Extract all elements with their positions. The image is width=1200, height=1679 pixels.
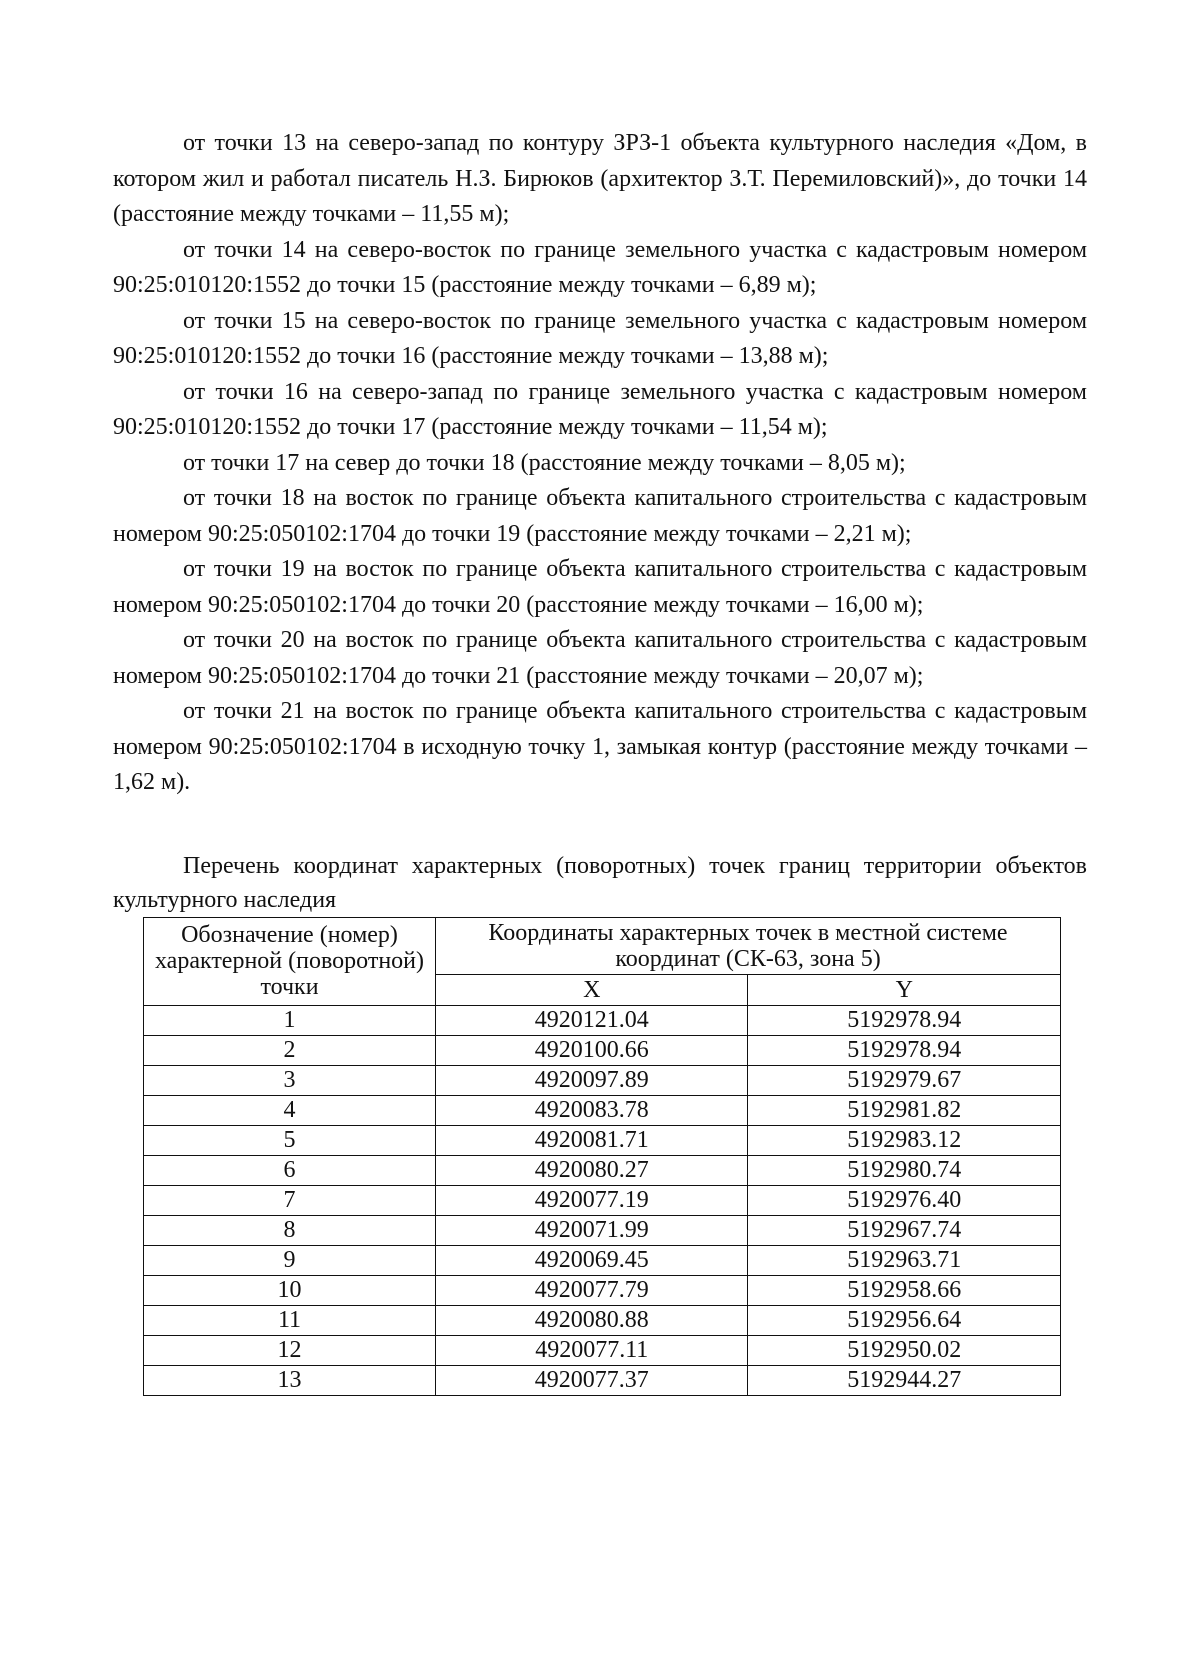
point-number: 6 — [144, 1155, 436, 1185]
paragraph-4: от точки 16 на северо-запад по границе земельного участка с кадастровым номером 90:25:010120:1552 до точки 17 (расстояние между точками – 11,54 м); — [113, 378, 1087, 440]
paragraph-8: от точки 20 на восток по границе объекта капитального строительства с кадастровым номером 90:25:050102:1704 до точки 21 (расстояние между точками – 20,07 м); — [113, 627, 1087, 689]
y-value: 5192980.74 — [748, 1155, 1061, 1185]
x-value: 4920083.78 — [436, 1095, 748, 1125]
point-number: 5 — [144, 1125, 436, 1155]
table-row — [144, 1125, 1061, 1155]
boundary-description — [113, 126, 1087, 801]
y-value: 5192983.12 — [748, 1125, 1061, 1155]
y-value: 5192958.66 — [748, 1275, 1061, 1305]
y-value: 5192956.64 — [748, 1305, 1061, 1335]
y-value: 5192950.02 — [748, 1335, 1061, 1365]
paragraph-9: от точки 21 на восток по границе объекта капитального строительства с кадастровым номером 90:25:050102:1704 в исходную точку 1, замыкая контур (расстояние между точками – 1,62 м). — [113, 698, 1087, 795]
paragraph-1: от точки 13 на северо-запад по контуру ЗРЗ-1 объекта культурного наследия «Дом, в котором жил и работал писатель Н.З. Бирюков (архитектор З.Т. Перемиловский)», до точки 14 (расстояние между точками – 11,55 м); — [113, 130, 1087, 227]
coordinates-table — [143, 917, 1061, 1396]
point-number: 8 — [144, 1215, 436, 1245]
table-row — [144, 1035, 1061, 1065]
paragraph-3: от точки 15 на северо-восток по границе земельного участка с кадастровым номером 90:25:010120:1552 до точки 16 (расстояние между точками – 13,88 м); — [113, 307, 1087, 369]
x-value: 4920077.19 — [436, 1185, 748, 1215]
x-value: 4920071.99 — [436, 1215, 748, 1245]
header-x: X — [436, 974, 748, 1005]
table-row — [144, 1155, 1061, 1185]
header-coordinates: Координаты характерных точек в местной системе координат (СК-63, зона 5) — [436, 917, 1061, 974]
point-number: 7 — [144, 1185, 436, 1215]
paragraph-7: от точки 19 на восток по границе объекта капитального строительства с кадастровым номером 90:25:050102:1704 до точки 20 (расстояние между точками – 16,00 м); — [113, 556, 1087, 618]
table-row — [144, 1365, 1061, 1395]
y-value: 5192981.82 — [748, 1095, 1061, 1125]
y-value: 5192963.71 — [748, 1245, 1061, 1275]
table-row — [144, 1245, 1061, 1275]
table-row — [144, 1005, 1061, 1035]
y-value: 5192944.27 — [748, 1365, 1061, 1395]
x-value: 4920080.27 — [436, 1155, 748, 1185]
x-value: 4920077.37 — [436, 1365, 748, 1395]
point-number: 9 — [144, 1245, 436, 1275]
x-value: 4920121.04 — [436, 1005, 748, 1035]
x-value: 4920081.71 — [436, 1125, 748, 1155]
table-caption: Перечень координат характерных (поворотных) точек границ территории объектов культурного наследия — [113, 852, 1087, 913]
header-point-number: Обозначение (номер) характерной (поворотной) точки — [144, 917, 436, 1005]
point-number: 4 — [144, 1095, 436, 1125]
table-row — [144, 1215, 1061, 1245]
table-row — [144, 1335, 1061, 1365]
x-value: 4920100.66 — [436, 1035, 748, 1065]
table-row — [144, 1095, 1061, 1125]
point-number: 12 — [144, 1335, 436, 1365]
point-number: 3 — [144, 1065, 436, 1095]
y-value: 5192979.67 — [748, 1065, 1061, 1095]
point-number: 11 — [144, 1305, 436, 1335]
point-number: 13 — [144, 1365, 436, 1395]
x-value: 4920077.79 — [436, 1275, 748, 1305]
table-row — [144, 1305, 1061, 1335]
paragraph-2: от точки 14 на северо-восток по границе земельного участка с кадастровым номером 90:25:010120:1552 до точки 15 (расстояние между точками – 6,89 м); — [113, 236, 1087, 298]
x-value: 4920077.11 — [436, 1335, 748, 1365]
y-value: 5192976.40 — [748, 1185, 1061, 1215]
header-y: Y — [748, 974, 1061, 1005]
point-number: 1 — [144, 1005, 436, 1035]
paragraph-5: от точки 17 на север до точки 18 (расстояние между точками – 8,05 м); — [183, 449, 906, 476]
x-value: 4920080.88 — [436, 1305, 748, 1335]
table-row — [144, 1065, 1061, 1095]
table-row — [144, 1185, 1061, 1215]
point-number: 10 — [144, 1275, 436, 1305]
point-number: 2 — [144, 1035, 436, 1065]
x-value: 4920069.45 — [436, 1245, 748, 1275]
x-value: 4920097.89 — [436, 1065, 748, 1095]
table-row — [144, 1275, 1061, 1305]
y-value: 5192978.94 — [748, 1035, 1061, 1065]
paragraph-6: от точки 18 на восток по границе объекта капитального строительства с кадастровым номером 90:25:050102:1704 до точки 19 (расстояние между точками – 2,21 м); — [113, 485, 1087, 547]
y-value: 5192978.94 — [748, 1005, 1061, 1035]
y-value: 5192967.74 — [748, 1215, 1061, 1245]
